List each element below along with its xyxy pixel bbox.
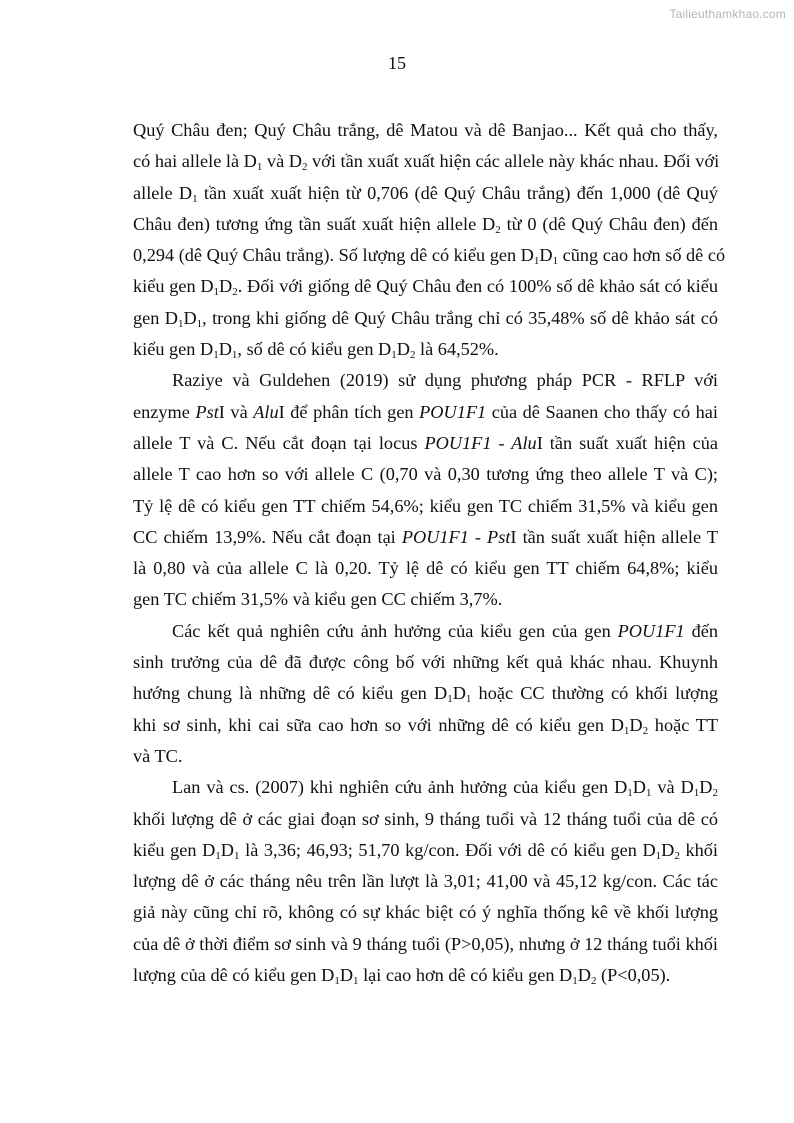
text-run: cũng cao hơn số dê có <box>558 245 726 266</box>
text-line <box>133 710 718 741</box>
text-run: Quý Châu đen; Quý Châu trắng, dê Matou và dê Banjao... Kết quả cho thấy, <box>133 120 718 140</box>
subscript: 2 <box>642 724 649 737</box>
text-run: của dê Saanen cho thấy có hai <box>486 401 718 422</box>
text-run: Châu đen) tương ứng tần suất xuất hiện allele D <box>133 213 496 234</box>
text-run: từ 0 (dê Quý Châu đen) đến <box>500 213 719 234</box>
text-run: 0,294 (dê Quý Châu trắng). Số lượng dê có kiểu gen D <box>133 245 534 266</box>
document-body <box>133 115 726 991</box>
text-run: allele T cao hơn so với allele C (0,70 và 0,30 tương ứng theo allele T và C); <box>133 464 718 485</box>
text-line <box>133 647 718 678</box>
subscript: 1 <box>231 349 238 362</box>
text-run: (P<0,05). <box>596 965 671 986</box>
text-line <box>133 866 718 897</box>
text-line <box>133 929 718 960</box>
text-run: D <box>220 839 234 860</box>
text-run: , trong khi giống dê Quý Châu trắng chỉ có 35,48% số dê khảo sát có <box>202 307 718 328</box>
text-run: hoặc TT <box>648 714 719 735</box>
text-run: , số dê có kiểu gen D <box>237 339 392 360</box>
text-line <box>133 522 718 553</box>
text-run: I tần suất xuất hiện allele T <box>510 526 718 547</box>
subscript: 2 <box>301 161 308 174</box>
text-run: D <box>629 714 643 735</box>
italic-term: POU1F1 <box>419 401 487 422</box>
page-number-text: 15 <box>388 53 406 73</box>
text-line <box>133 835 718 866</box>
text-run: D <box>452 683 466 704</box>
text-run: tần xuất xuất hiện từ 0,706 (dê Quý Châu trắng) đến 1,000 (dê Quý <box>197 182 718 203</box>
subscript: 1 <box>334 975 340 988</box>
text-line <box>133 397 718 428</box>
text-line <box>133 491 718 522</box>
text-line <box>133 209 718 240</box>
text-line <box>133 365 718 396</box>
text-run: D <box>396 339 410 360</box>
subscript: 1 <box>655 849 662 862</box>
text-line <box>133 240 726 271</box>
text-run: D <box>661 839 675 860</box>
text-line <box>133 741 718 772</box>
subscript: 1 <box>572 975 578 988</box>
text-run: của dê ở thời điểm sơ sinh và 9 tháng tuổi (P>0,05), nhưng ở 12 tháng tuổi khối <box>133 933 718 954</box>
text-run: D <box>218 339 232 360</box>
text-run: allele D <box>133 182 193 203</box>
text-run: và D <box>651 777 694 798</box>
text-run: Tỷ lệ dê có kiểu gen TT chiếm 54,6%; kiểu gen TC chiếm 31,5% và kiểu gen <box>133 495 718 516</box>
subscript: 1 <box>447 693 453 706</box>
text-line <box>133 459 718 490</box>
italic-term: POU1F1 - Pst <box>401 526 511 547</box>
text-run: với tần xuất xuất hiện các allele này khác nhau. Đối với <box>307 151 720 172</box>
text-run: CC chiếm 13,9%. Nếu cắt đoạn tại <box>133 526 402 547</box>
text-line <box>133 146 718 177</box>
paragraph <box>133 115 726 365</box>
text-run: D <box>183 307 197 328</box>
text-run: là 64,52%. <box>415 339 499 360</box>
subscript: 1 <box>213 286 220 299</box>
paragraph <box>133 365 718 615</box>
text-line <box>133 115 718 146</box>
text-run: kiểu gen D <box>133 276 214 297</box>
text-run: khối <box>679 839 718 860</box>
text-run: Các kết quả nghiên cứu ảnh hưởng của kiểu gen của gen <box>172 620 618 641</box>
text-line <box>133 334 718 365</box>
text-line <box>133 960 718 991</box>
subscript: 1 <box>693 787 700 800</box>
text-run: lượng của dê có kiểu gen D <box>133 965 335 986</box>
text-run: . Đối với giống dê Quý Châu đen có 100% số dê khảo sát có kiểu <box>237 276 718 297</box>
text-run: D <box>219 276 233 297</box>
page-number <box>0 53 794 74</box>
text-run: D <box>539 245 553 266</box>
subscript: 1 <box>177 317 184 330</box>
watermark: Tailieuthamkhao.com <box>669 7 786 21</box>
subscript: 2 <box>712 787 718 800</box>
italic-term: Pst <box>195 401 219 422</box>
text-line <box>133 897 718 928</box>
text-run: lượng dê ở các tháng nêu trên lần lượt là 3,01; 41,00 và 45,12 kg/con. Các tác <box>133 871 718 892</box>
text-run: enzyme <box>133 401 196 422</box>
text-run: I và <box>218 401 254 422</box>
subscript: 1 <box>623 724 630 737</box>
text-run: gen D <box>133 307 178 328</box>
text-line <box>133 303 718 334</box>
text-run: đến <box>684 620 718 641</box>
subscript: 1 <box>353 975 359 988</box>
text-run: D <box>339 965 354 986</box>
text-run: giả này cũng chỉ rõ, không có sự khác biệt có ý nghĩa thống kê về khối lượng <box>133 902 718 923</box>
text-run: khối lượng dê ở các giai đoạn sơ sinh, 9 tháng tuổi và 12 tháng tuổi của dê có <box>133 808 718 829</box>
subscript: 1 <box>213 349 219 362</box>
italic-term: POU1F1 - Alu <box>424 432 537 453</box>
subscript: 2 <box>495 223 501 236</box>
text-line <box>133 428 718 459</box>
text-run: sinh trưởng của dê đã được công bố với những kết quả khác nhau. Khuynh <box>133 652 718 673</box>
subscript: 2 <box>409 349 416 362</box>
text-run: allele T và C. Nếu cắt đoạn tại locus <box>133 432 425 453</box>
text-run: khi sơ sinh, khi cai sữa cao hơn so với những dê có kiểu gen D <box>133 714 624 735</box>
text-run: I tần suất xuất hiện của <box>536 432 718 453</box>
text-run: và TC. <box>133 745 183 766</box>
italic-term: POU1F1 <box>617 620 685 641</box>
subscript: 2 <box>674 849 680 862</box>
subscript: 2 <box>232 286 238 299</box>
text-run: là 3,36; 46,93; 51,70 kg/con. Đối với dê có kiểu gen D <box>239 839 656 860</box>
text-run: I để phân tích gen <box>278 401 420 422</box>
text-run: hoặc CC thường có khối lượng <box>471 683 718 704</box>
text-line <box>133 772 718 803</box>
subscript: 1 <box>465 693 472 706</box>
text-run: D <box>632 777 646 798</box>
subscript: 1 <box>215 849 221 862</box>
text-run: Raziye và Guldehen (2019) sử dụng phương pháp PCR - RFLP với <box>172 370 718 391</box>
text-run: và D <box>262 151 302 172</box>
text-line <box>133 584 718 615</box>
text-line <box>133 678 718 709</box>
subscript: 1 <box>646 787 652 800</box>
subscript: 1 <box>234 849 240 862</box>
text-run: D <box>577 965 591 986</box>
text-run: kiểu gen D <box>133 839 216 860</box>
text-run: Lan và cs. (2007) khi nghiên cứu ảnh hưởng của kiểu gen D <box>172 777 628 798</box>
text-line <box>133 271 718 302</box>
text-run: lại cao hơn dê có kiểu gen D <box>358 965 573 986</box>
subscript: 1 <box>533 255 540 268</box>
subscript: 1 <box>391 349 397 362</box>
text-run: hướng chung là những dê có kiểu gen D <box>133 683 448 704</box>
text-run: D <box>699 777 713 798</box>
text-line <box>133 804 718 835</box>
text-run: có hai allele là D <box>133 151 257 172</box>
subscript: 1 <box>552 255 559 268</box>
subscript: 1 <box>256 161 263 174</box>
text-line <box>133 178 718 209</box>
subscript: 1 <box>627 787 633 800</box>
italic-term: Alu <box>253 401 279 422</box>
text-line <box>133 616 718 647</box>
text-run: là 0,80 và của allele C là 0,20. Tỷ lệ dê có kiểu gen TT chiếm 64,8%; kiểu <box>133 558 718 579</box>
paragraph <box>133 772 718 991</box>
subscript: 2 <box>590 975 597 988</box>
text-run: gen TC chiếm 31,5% và kiểu gen CC chiếm 3,7%. <box>133 589 503 610</box>
text-line <box>133 553 718 584</box>
paragraph <box>133 616 718 772</box>
text-run: kiểu gen D <box>133 339 214 360</box>
subscript: 1 <box>196 317 203 330</box>
subscript: 1 <box>192 192 198 205</box>
